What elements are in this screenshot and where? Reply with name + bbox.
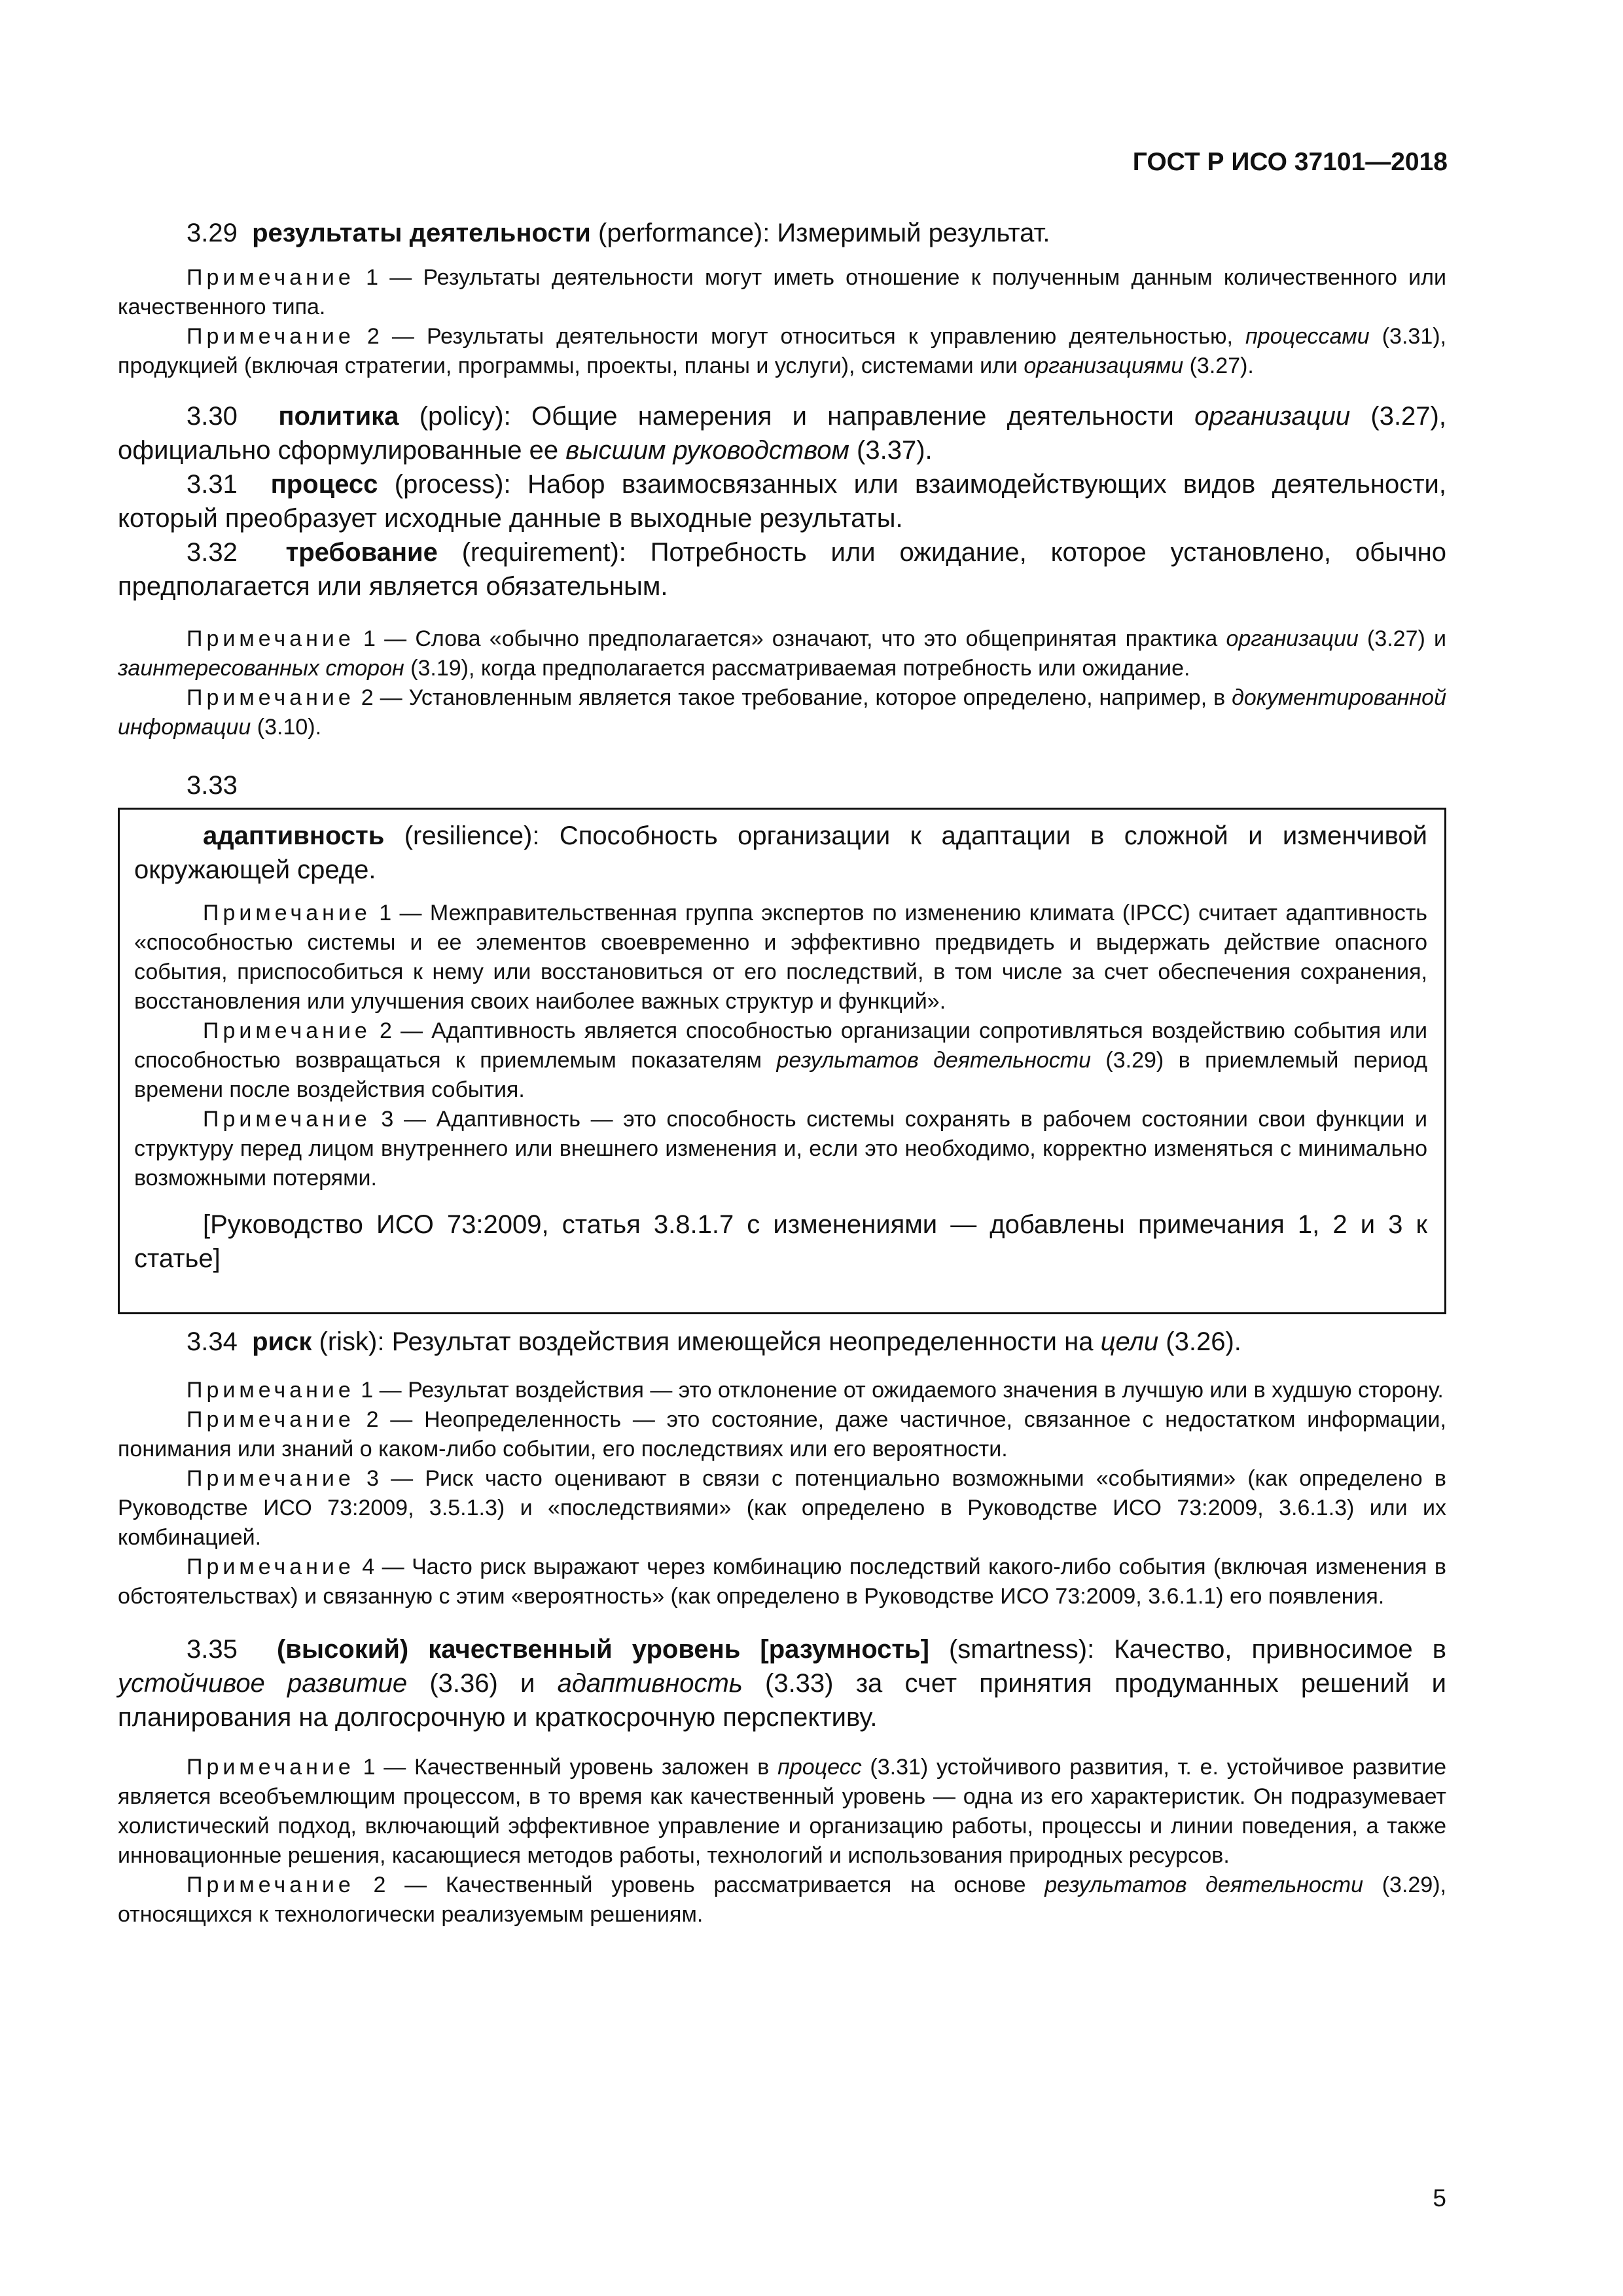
term-name: адаптивность [203,821,385,850]
term-reference: документированной информации [118,685,1446,740]
term-reference: высшим руководством [565,436,849,465]
term-number: 3.35 [187,1635,238,1664]
note [118,1871,1446,1929]
term-reference: устойчивое развитие [118,1669,408,1698]
note-number: 1 [363,1755,376,1780]
note-number: 1 [363,626,376,651]
note [118,624,1446,683]
note-label: Примечание [187,324,355,349]
term-definition: : Способность организации к адаптации в сложной и изменчивой окружающей среде. [134,821,1427,884]
term-english: (performance) [598,219,763,247]
term-3-30 [118,399,1446,467]
note [118,322,1446,381]
note-text: — Риск часто оценивают в связи с потенциально возможными «событиями» (как определено в Руководстве ИСО 73:2009, 3.5.1.3) и «последствиями» (как определено в Руководстве ИСО 73:2009, 3.6.1.3) или их комбинацией. [118,1466,1446,1550]
term-reference: результатов деятельности [776,1048,1091,1073]
note [118,1376,1446,1405]
term-english: (resilience) [404,821,533,850]
note-number: 3 [381,1107,394,1132]
note-text: — Часто риск выражают через комбинацию последствий какого-либо события (включая изменения в обстоятельствах) и связанную с этим «вероятность» (как определено в Руководстве ИСО 73:2009, 3.6.1.1) его появления. [118,1554,1446,1609]
term-reference: результатов деятельности [1044,1873,1364,1897]
term-definition: (3.33) за счет принятия продуманных решений и планирования на долгосрочную и краткосрочную перспективу. [118,1669,1446,1732]
note-text: (3.19), когда предполагается рассматриваемая потребность или ожидание. [404,656,1190,681]
term-english: (smartness) [948,1635,1088,1664]
note-text: — Результат воздействия — это отклонение от ожидаемого значения в лучшую или в худшую сторону. [373,1378,1444,1403]
note [134,1016,1427,1105]
term-reference: процесс [777,1755,862,1780]
term-english: (risk) [319,1327,378,1356]
note-text: (3.29), относящихся к технологически реализуемым решениям. [118,1873,1446,1927]
term-name: требование [285,538,438,567]
term-definition: : Набор взаимосвязанных или взаимодействующих видов деятельности, который преобразует исходные данные в выходные результаты. [118,470,1446,533]
term-definition: : Качество, привносимое в [1087,1635,1446,1664]
term-number: 3.31 [187,470,238,499]
note-number: 1 [379,901,392,925]
note-text: — Установленным является такое требование, которое определено, например, в [373,685,1232,710]
note-label: Примечание [187,1466,355,1491]
term-number: 3.34 [187,1327,238,1356]
note-label: Примечание [187,265,355,290]
note-label: Примечание [187,626,355,651]
note-text: — Результаты деятельности могут иметь отношение к полученным данным количественного или качественного типа. [118,265,1447,319]
term-reference: процессами [1245,324,1370,349]
note-text: — Слова «обычно предполагается» означают, что это общепринятая практика [375,626,1226,651]
note-text: (3.27) и [1358,626,1446,651]
note-label: Примечание [187,685,355,710]
term-reference: цели [1100,1327,1159,1356]
note-number: 2 [361,685,374,710]
note-text: — Адаптивность — это способность системы сохранять в рабочем состоянии свои функции и структуру перед лицом внутреннего или внешнего изменения и, если это необходимо, корректно изменяться с минимально возможными потерями. [134,1107,1428,1191]
notes-3-29 [118,263,1446,381]
term-reference: организации [1226,626,1359,651]
note-text: (3.31), продукцией (включая стратегии, программы, проекты, планы и услуги), системами или [118,324,1446,378]
note-text: (3.27). [1183,353,1254,378]
term-reference: заинтересованных сторон [118,656,404,681]
notes-3-35 [118,1753,1446,1929]
note-label: Примечание [187,1755,355,1780]
notes-3-33 [134,899,1427,1193]
note-number: 1 [361,1378,374,1403]
term-3-29 [118,216,1446,250]
note-text: — Качественный уровень рассматривается на основе [385,1873,1045,1897]
note [118,683,1446,742]
note-text: (3.10). [251,715,322,740]
term-definition: (3.36) и [407,1669,558,1698]
term-name: результаты деятельности [252,219,591,247]
term-name: политика [278,402,399,431]
note-number: 2 [366,1407,379,1432]
note [118,263,1446,322]
standard-header: ГОСТ Р ИСО 37101—2018 [1132,148,1448,176]
term-number: 3.30 [187,402,238,431]
term-reference: организации [1194,402,1351,431]
term-definition: (3.37). [849,436,933,465]
term-definition: : Измеримый результат. [762,219,1050,247]
note [118,1464,1446,1552]
note-text: (3.31) устойчивого развития, т. е. устойчивое развитие является всеобъемлющим процессом, в то время как качественный уровень — одна из его характеристик. Он подразумевает холистический подход, включающий эффективное управление и организацию работы, процессы и линии поведения, а также инновационные решения, касающиеся методов работы, технологий и использования природных ресурсов. [118,1755,1446,1868]
note-number: 2 [379,1018,392,1043]
term-name: процесс [270,470,378,499]
page-number: 5 [1433,2185,1446,2212]
note [118,1552,1446,1611]
note-label: Примечание [203,901,371,925]
note-number: 2 [366,324,380,349]
page-content [118,216,1446,1929]
term-name: (высокий) качественный уровень [разумность] [276,1635,929,1664]
note-text: (3.29) в приемлемый период времени после воздействия события. [134,1048,1427,1102]
term-number: 3.29 [187,219,238,247]
term-reference: организациями [1024,353,1184,378]
note-text: — Адаптивность является способностью организации сопротивляться воздействию события или способностью возвращаться к приемлемым показателям [134,1018,1427,1073]
source-reference: [Руководство ИСО 73:2009, статья 3.8.1.7 с изменениями — добавлены примечания 1, 2 и 3 к статье] [134,1210,1427,1273]
note-text: — Межправительственная группа экспертов по изменению климата (IPCC) считает адаптивность «способностью системы и ее элементов своевременно и эффективно предвидеть и выдержать действие опасного события, приспособиться к нему или восстановиться от его последствий, в том числе за счет обеспечения сохранения, восстановления или улучшения своих наиболее важных структур и функций». [134,901,1428,1014]
term-3-31 [118,467,1446,535]
note-text: — Результаты деятельности могут относиться к управлению деятельностью, [379,324,1246,349]
term-english: (process) [394,470,504,499]
note-number: 3 [366,1466,379,1491]
term-3-33-box [118,808,1446,1314]
note-text: — Качественный уровень заложен в [375,1755,778,1780]
note-label: Примечание [203,1107,371,1132]
note [118,1405,1446,1464]
note [134,899,1427,1016]
term-definition: : Результат воздействия имеющейся неопределенности на [377,1327,1101,1356]
note-label: Примечание [187,1407,355,1432]
notes-3-34 [118,1376,1446,1611]
note-number: 4 [362,1554,375,1579]
note-label: Примечание [187,1378,355,1403]
note-number: 2 [373,1873,386,1897]
term-3-35 [118,1632,1446,1734]
term-3-32 [118,535,1446,603]
term-definition: (3.27), официально сформулированные ее [118,402,1446,465]
term-number-3-33: 3.33 [187,771,238,800]
term-definition: : Общие намерения и направление деятельности [503,402,1195,431]
term-name: риск [252,1327,312,1356]
term-english: (policy) [419,402,504,431]
notes-3-32 [118,624,1446,742]
note-label: Примечание [187,1554,355,1579]
term-definition: : Потребность или ожидание, которое установлено, обычно предполагается или является обязательным. [118,538,1446,601]
term-3-33 [134,819,1427,887]
note [134,1105,1427,1193]
note-label: Примечание [203,1018,371,1043]
note-text: — Неопределенность — это состояние, даже частичное, связанное с недостатком информации, понимания или знаний о каком-либо событии, его последствиях или его вероятности. [118,1407,1446,1462]
note [118,1753,1446,1871]
note-number: 1 [366,265,378,290]
term-reference: адаптивность [557,1669,743,1698]
term-definition: (3.26). [1158,1327,1241,1356]
term-3-34 [118,1325,1446,1359]
term-number: 3.32 [187,538,238,567]
term-english: (requirement) [461,538,619,567]
note-label: Примечание [187,1873,355,1897]
